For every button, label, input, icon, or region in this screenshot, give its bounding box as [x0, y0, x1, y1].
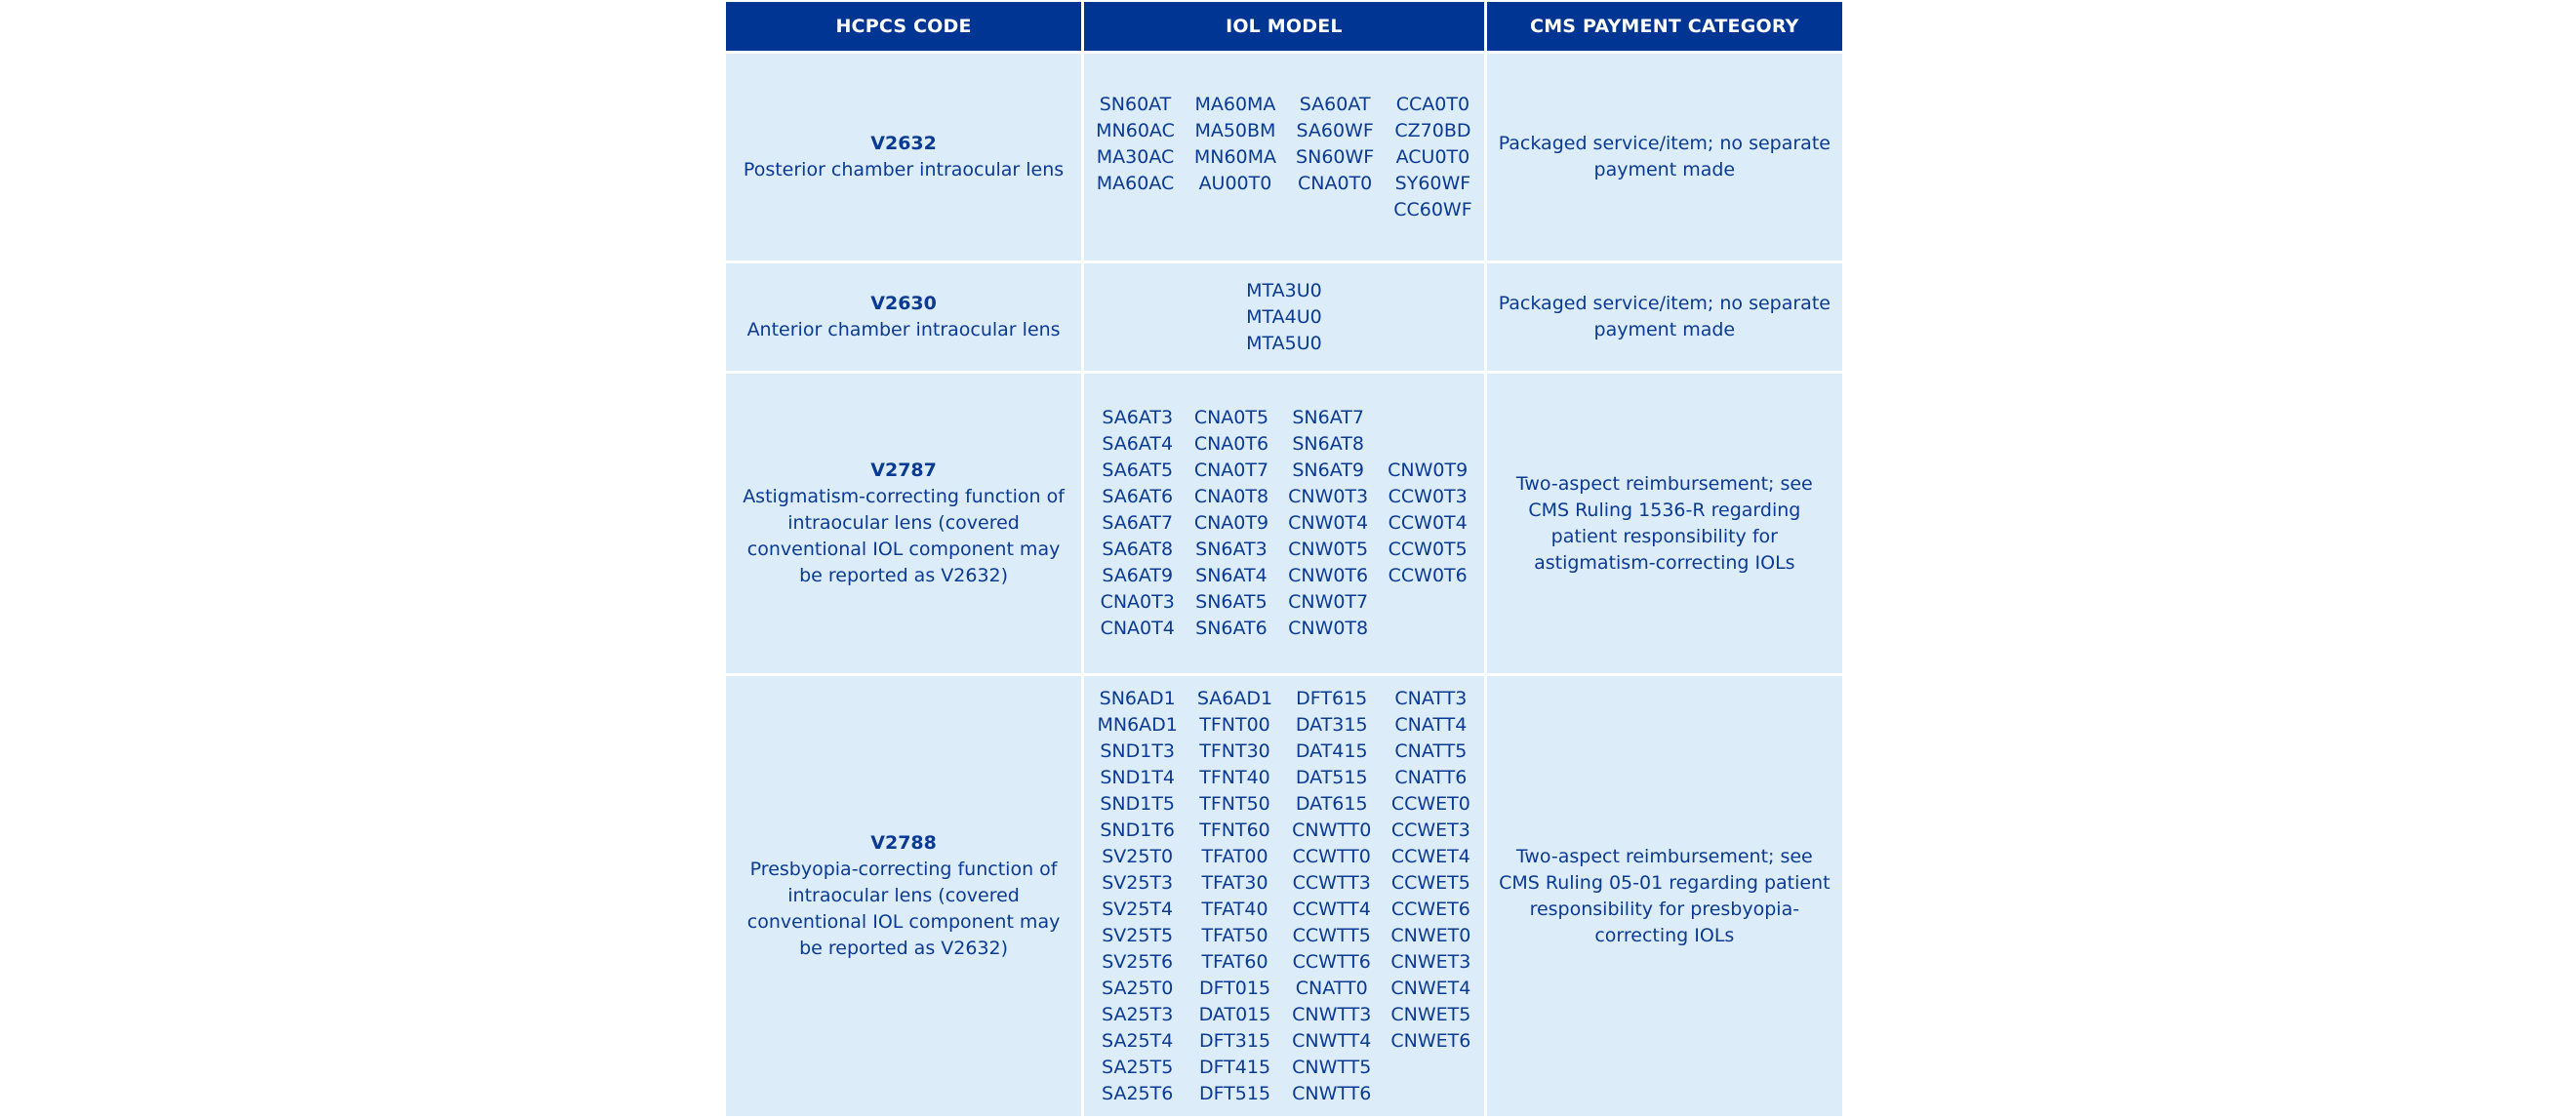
iol-model-number: MTA5U0 [1246, 332, 1322, 354]
header-iol-model: IOL MODEL [1084, 2, 1484, 51]
iol-model-number: TFNT00 [1199, 713, 1270, 736]
model-column [1393, 92, 1471, 223]
iol-model-number: TFNT60 [1199, 819, 1270, 841]
iol-model-number: SA60AT [1299, 93, 1371, 115]
hcpcs-description: Posterior chamber intraocular lens [743, 159, 1065, 180]
iol-model-number: TFAT60 [1201, 950, 1268, 973]
iol-model-number: CCA0T0 [1395, 93, 1470, 115]
iol-model-number: CNWET4 [1390, 977, 1471, 999]
iol-model-number: CCWTT3 [1292, 871, 1371, 894]
hcpcs-description: Astigmatism-correcting function of intraocular lens (covered conventional IOL component may be reported as V2632) [743, 486, 1065, 586]
iol-model-number: CCWET0 [1390, 792, 1470, 815]
iol-model-number: CNATT6 [1394, 766, 1468, 788]
hcpcs-cell [726, 263, 1081, 371]
iol-model-number: CCWET4 [1390, 845, 1470, 867]
iol-model-number: CNW0T7 [1288, 591, 1369, 613]
iol-model-number: SN6AT3 [1195, 539, 1268, 560]
iol-model-number: DAT315 [1295, 713, 1368, 736]
iol-model-number: MN60MA [1193, 145, 1277, 168]
iol-model-number: CNW0T5 [1288, 539, 1369, 560]
iol-model-number: TFAT00 [1201, 845, 1268, 867]
iol-model-number: SA6AT6 [1102, 486, 1174, 507]
iol-model-number: DAT415 [1295, 739, 1368, 762]
iol-model-number: SN60AT [1099, 93, 1172, 115]
iol-model-number: TFAT50 [1201, 924, 1268, 946]
model-column [1296, 92, 1374, 197]
iol-model-number: DFT415 [1198, 1056, 1271, 1078]
model-column [1246, 278, 1322, 357]
iol-model-number: DFT315 [1198, 1029, 1271, 1052]
hcpcs-code: V2632 [870, 133, 937, 154]
iol-model-number: CNA0T8 [1193, 486, 1269, 507]
iol-model-number: SA6AT4 [1102, 433, 1174, 455]
iol-model-number: CCWET6 [1390, 898, 1470, 920]
iol-model-number: SA6AT8 [1102, 539, 1174, 560]
iol-model-number: CNW0T9 [1388, 460, 1469, 481]
iol-model-number: SN6AT8 [1292, 433, 1364, 455]
iol-model-number: MA60AC [1096, 172, 1175, 194]
table-row [726, 263, 1842, 371]
iol-model-cell [1084, 374, 1484, 673]
model-column [1390, 686, 1470, 1055]
iol-model-number: MN6AD1 [1097, 713, 1178, 736]
iol-model-number: CNA0T9 [1193, 512, 1269, 534]
iol-model-number: SND1T5 [1100, 792, 1176, 815]
iol-model-number: SA6AT7 [1102, 512, 1174, 534]
iol-model-number: CNA0T0 [1298, 172, 1373, 194]
iol-model-number: CCWTT5 [1292, 924, 1371, 946]
iol-model-number: MTA3U0 [1246, 279, 1322, 301]
iol-model-number: CNWTT5 [1292, 1056, 1372, 1078]
table-row [726, 374, 1842, 673]
iol-model-number: CNW0T8 [1288, 618, 1369, 639]
hcpcs-code: V2787 [870, 460, 937, 481]
iol-model-number: SA60WF [1296, 119, 1374, 141]
model-column [1101, 405, 1175, 642]
iol-model-number: CCW0T4 [1388, 512, 1468, 534]
model-list [1096, 92, 1472, 223]
iol-model-number: MA50BM [1194, 119, 1276, 141]
iol-model-number: CNWTT3 [1292, 1003, 1372, 1025]
iol-model-number: CNA0T6 [1193, 433, 1269, 455]
iol-model-number: DAT515 [1295, 766, 1368, 788]
iol-model-number: DAT015 [1198, 1003, 1271, 1025]
payment-cell: Two-aspect reimbursement; see CMS Ruling 05-01 regarding patient responsibility for presbyopia-correcting IOLs [1487, 676, 1842, 1116]
iol-model-number: CNWET3 [1390, 950, 1471, 973]
iol-hcpcs-table [723, 0, 1845, 1119]
iol-model-number: SA6AT5 [1102, 460, 1174, 481]
iol-model-number: SA25T6 [1102, 1082, 1174, 1104]
iol-model-number: SN60WF [1296, 145, 1375, 168]
table-row [726, 676, 1842, 1116]
iol-model-number: AU00T0 [1198, 172, 1272, 194]
iol-model-number: CNW0T3 [1288, 486, 1369, 507]
iol-model-number: SA25T5 [1102, 1056, 1174, 1078]
iol-model-number: SA25T3 [1102, 1003, 1174, 1025]
iol-model-number: TFNT30 [1199, 739, 1270, 762]
model-column [1197, 686, 1272, 1107]
iol-model-number: SV25T3 [1102, 871, 1174, 894]
hcpcs-cell [726, 676, 1081, 1116]
iol-model-number: SA25T0 [1102, 977, 1174, 999]
iol-model-number: CNATT0 [1295, 977, 1368, 999]
iol-model-number: CCW0T3 [1388, 486, 1468, 507]
iol-model-number: MTA4U0 [1246, 305, 1322, 328]
table-header-row [726, 2, 1842, 51]
iol-model-number: SY60WF [1394, 172, 1471, 194]
iol-model-number: SN6AD1 [1099, 687, 1176, 709]
iol-model-number: CNATT5 [1394, 739, 1468, 762]
iol-model-number: TFNT40 [1199, 766, 1270, 788]
iol-model-number: CCWTT4 [1292, 898, 1371, 920]
model-column [1194, 405, 1268, 642]
iol-model-number: CNATT3 [1394, 687, 1468, 709]
iol-model-number: CNA0T3 [1100, 591, 1175, 613]
hcpcs-description: Anterior chamber intraocular lens [746, 319, 1061, 340]
iol-model-number: CCWET3 [1390, 819, 1470, 841]
iol-model-number: CNWET0 [1390, 924, 1471, 946]
iol-model-number: SN6AT6 [1195, 618, 1268, 639]
iol-model-number: SV25T4 [1102, 898, 1174, 920]
iol-model-number: CNWTT6 [1292, 1082, 1372, 1104]
iol-model-cell [1084, 54, 1484, 260]
table-row [726, 54, 1842, 260]
model-list [1101, 405, 1469, 642]
iol-model-number: SN6AT7 [1292, 407, 1364, 428]
iol-model-number: MA30AC [1096, 145, 1175, 168]
iol-model-number: SND1T4 [1100, 766, 1176, 788]
iol-model-number: CNA0T5 [1193, 407, 1269, 428]
iol-model-number: DFT615 [1296, 687, 1368, 709]
model-column [1194, 92, 1276, 197]
payment-cell: Packaged service/item; no separate payment made [1487, 263, 1842, 371]
iol-model-number: CNATT4 [1394, 713, 1468, 736]
iol-model-number: CNWTT4 [1292, 1029, 1372, 1052]
iol-model-number: SND1T6 [1100, 819, 1176, 841]
iol-model-number: SA6AT9 [1102, 565, 1174, 586]
header-cms-payment-category: CMS PAYMENT CATEGORY [1487, 2, 1842, 51]
iol-model-number: SA6AD1 [1196, 687, 1273, 709]
iol-model-number: CCWTT0 [1292, 845, 1371, 867]
iol-model-number: CCWET5 [1390, 871, 1470, 894]
iol-model-number: SND1T3 [1100, 739, 1176, 762]
iol-model-number: CNWET6 [1390, 1029, 1471, 1052]
iol-model-cell [1084, 263, 1484, 371]
iol-model-number: CNA0T7 [1193, 460, 1269, 481]
iol-model-number: CNW0T4 [1288, 512, 1369, 534]
iol-model-number: CNW0T6 [1288, 565, 1369, 586]
iol-model-number: CC60WF [1393, 198, 1472, 220]
iol-model-number: CNWTT0 [1292, 819, 1372, 841]
model-column [1288, 405, 1368, 642]
iol-model-number: CZ70BD [1394, 119, 1471, 141]
iol-model-number: DFT515 [1198, 1082, 1271, 1104]
iol-model-number: MA60MA [1194, 93, 1276, 115]
hcpcs-code: V2630 [870, 293, 937, 314]
iol-model-number: CCW0T5 [1388, 539, 1468, 560]
iol-model-number: SV25T0 [1102, 845, 1174, 867]
model-column [1096, 92, 1175, 197]
payment-cell: Packaged service/item; no separate payment made [1487, 54, 1842, 260]
iol-model-number: CNWET5 [1390, 1003, 1471, 1025]
iol-model-number: DFT015 [1198, 977, 1271, 999]
payment-cell: Two-aspect reimbursement; see CMS Ruling 1536-R regarding patient responsibility for astigmatism-correcting IOLs [1487, 374, 1842, 673]
hcpcs-description: Presbyopia-correcting function of intraocular lens (covered conventional IOL component may be reported as V2632) [746, 859, 1061, 959]
hcpcs-code: V2788 [870, 832, 937, 854]
iol-model-number: MN60AC [1096, 119, 1175, 141]
iol-model-number: SV25T5 [1102, 924, 1174, 946]
iol-model-number: CCWTT6 [1292, 950, 1371, 973]
hcpcs-cell [726, 54, 1081, 260]
model-list [1097, 686, 1470, 1107]
iol-model-number: SV25T6 [1102, 950, 1174, 973]
iol-model-number: SA25T4 [1102, 1029, 1174, 1052]
iol-model-number: TFAT40 [1201, 898, 1268, 920]
iol-model-number: DAT615 [1295, 792, 1368, 815]
iol-model-number: SN6AT4 [1195, 565, 1268, 586]
model-column [1097, 686, 1177, 1107]
header-hcpcs-code: HCPCS CODE [726, 2, 1081, 51]
iol-model-number: ACU0T0 [1395, 145, 1470, 168]
model-list [1246, 278, 1322, 357]
iol-model-number: TFNT50 [1199, 792, 1270, 815]
hcpcs-cell [726, 374, 1081, 673]
model-column [1388, 405, 1468, 589]
iol-model-number: CNA0T4 [1100, 618, 1175, 639]
iol-model-number: SN6AT9 [1292, 460, 1364, 481]
iol-model-cell [1084, 676, 1484, 1116]
iol-model-number: SA6AT3 [1102, 407, 1174, 428]
model-column [1292, 686, 1371, 1107]
iol-model-number: TFAT30 [1201, 871, 1268, 894]
iol-model-number: CCW0T6 [1388, 565, 1468, 586]
iol-model-number: SN6AT5 [1195, 591, 1268, 613]
